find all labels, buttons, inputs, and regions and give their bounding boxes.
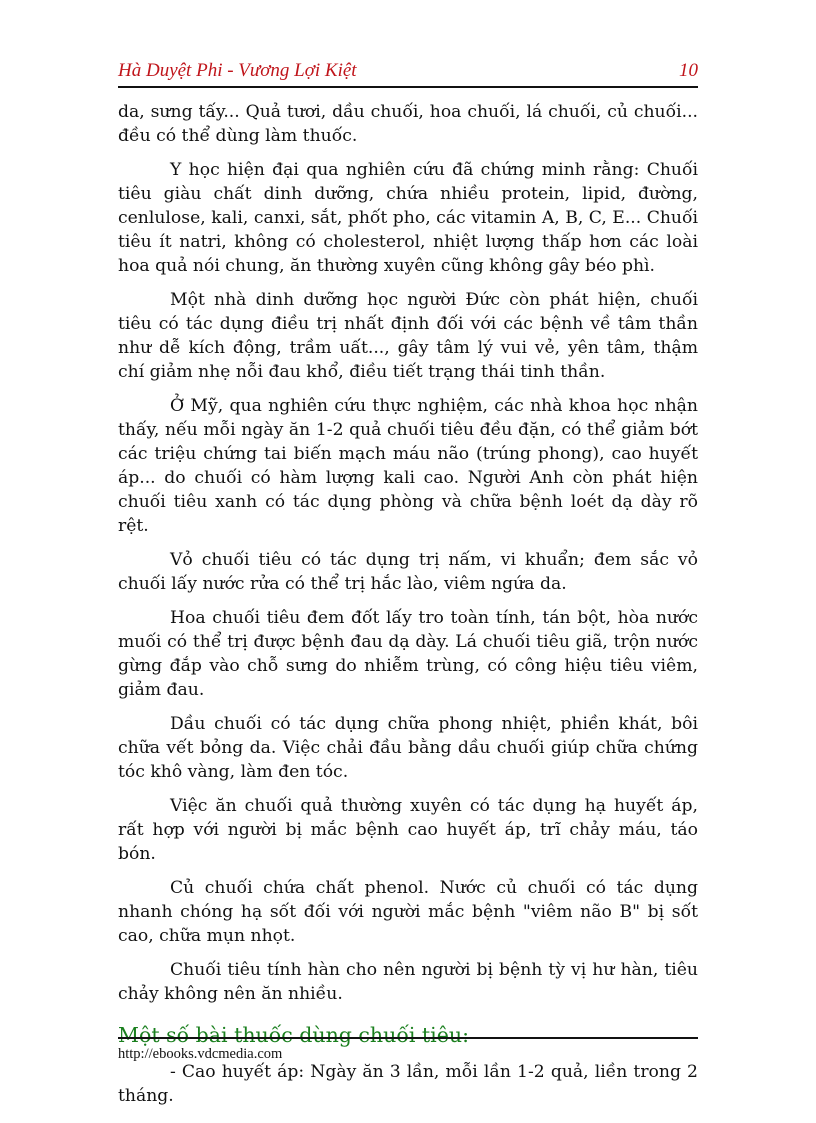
page-header — [118, 58, 698, 88]
page-number: 10 — [679, 60, 698, 81]
page-content — [118, 100, 698, 1118]
paragraph-banana-flower: Hoa chuối tiêu đem đốt lấy tro toàn tính, tán bột, hòa nước muối có thể trị được bệnh đau dạ dày. Lá chuối tiêu giã, trộn nước gừng đắp vào chỗ sưng do nhiễm trùng, có công hiệu tiêu viêm, giảm đau. — [118, 608, 698, 700]
paragraph-banana-peel: Vỏ chuối tiêu có tác dụng trị nấm, vi khuẩn; đem sắc vỏ chuối lấy nước rửa có thể trị hắc lào, viêm ngứa da. — [118, 550, 698, 594]
paragraph-german-nutritionist: Một nhà dinh dưỡng học người Đức còn phát hiện, chuối tiêu có tác dụng điều trị nhất định đối với các bệnh về tâm thần như dễ kích động, trầm uất..., gây tâm lý vui vẻ, yên tâm, thậm chí giảm nhẹ nỗi đau khổ, điều tiết trạng thái tinh thần. — [118, 290, 698, 382]
paragraph-usa-research: Ở Mỹ, qua nghiên cứu thực nghiệm, các nhà khoa học nhận thấy, nếu mỗi ngày ăn 1-2 quả chuối tiêu đều đặn, có thể giảm bớt các triệu chứng tai biến mạch máu não (trúng phong), cao huyết áp... do chuối có hàm lượng kali cao. Người Anh còn phát hiện chuối tiêu xanh có tác dụng phòng và chữa bệnh loét dạ dày rõ rệt. — [118, 396, 698, 536]
footer-url: http://ebooks.vdcmedia.com — [118, 1046, 283, 1062]
paragraph-continuation: da, sưng tấy... Quả tươi, dầu chuối, hoa chuối, lá chuối, củ chuối... đều có thể dùng làm thuốc. — [118, 102, 698, 146]
paragraph-modern-medicine: Y học hiện đại qua nghiên cứu đã chứng minh rằng: Chuối tiêu giàu chất dinh dưỡng, chứa nhiều protein, lipid, đường, cenlulose, kali, canxi, sắt, phốt pho, các vitamin A, B, C, E... Chuối tiêu ít natri, không có cholesterol, nhiệt lượng thấp hơn các loài hoa quả nói chung, ăn thường xuyên cũng không gây béo phì. — [118, 160, 698, 276]
header-title: Hà Duyệt Phi - Vương Lợi Kiệt — [118, 60, 357, 81]
paragraph-banana-oil: Dầu chuối có tác dụng chữa phong nhiệt, phiền khát, bôi chữa vết bỏng da. Việc chải đầu bằng dầu chuối giúp chữa chứng tóc khô vàng, làm đen tóc. — [118, 714, 698, 782]
section-heading-remedies: Một số bài thuốc dùng chuối tiêu: — [118, 1023, 469, 1047]
paragraph-banana-root: Củ chuối chứa chất phenol. Nước củ chuối có tác dụng nhanh chóng hạ sốt đối với người mắc bệnh "viêm não B" bị sốt cao, chữa mụn nhọt. — [118, 878, 698, 946]
paragraph-eating-banana: Việc ăn chuối quả thường xuyên có tác dụng hạ huyết áp, rất hợp với người bị mắc bệnh cao huyết áp, trĩ chảy máu, táo bón. — [118, 796, 698, 864]
page-footer — [118, 1037, 698, 1063]
remedy-item: - Cao huyết áp: Ngày ăn 3 lần, mỗi lần 1-2 quả, liền trong 2 tháng. — [118, 1062, 698, 1106]
paragraph-cold-nature: Chuối tiêu tính hàn cho nên người bị bệnh tỳ vị hư hàn, tiêu chảy không nên ăn nhiều. — [118, 960, 698, 1004]
